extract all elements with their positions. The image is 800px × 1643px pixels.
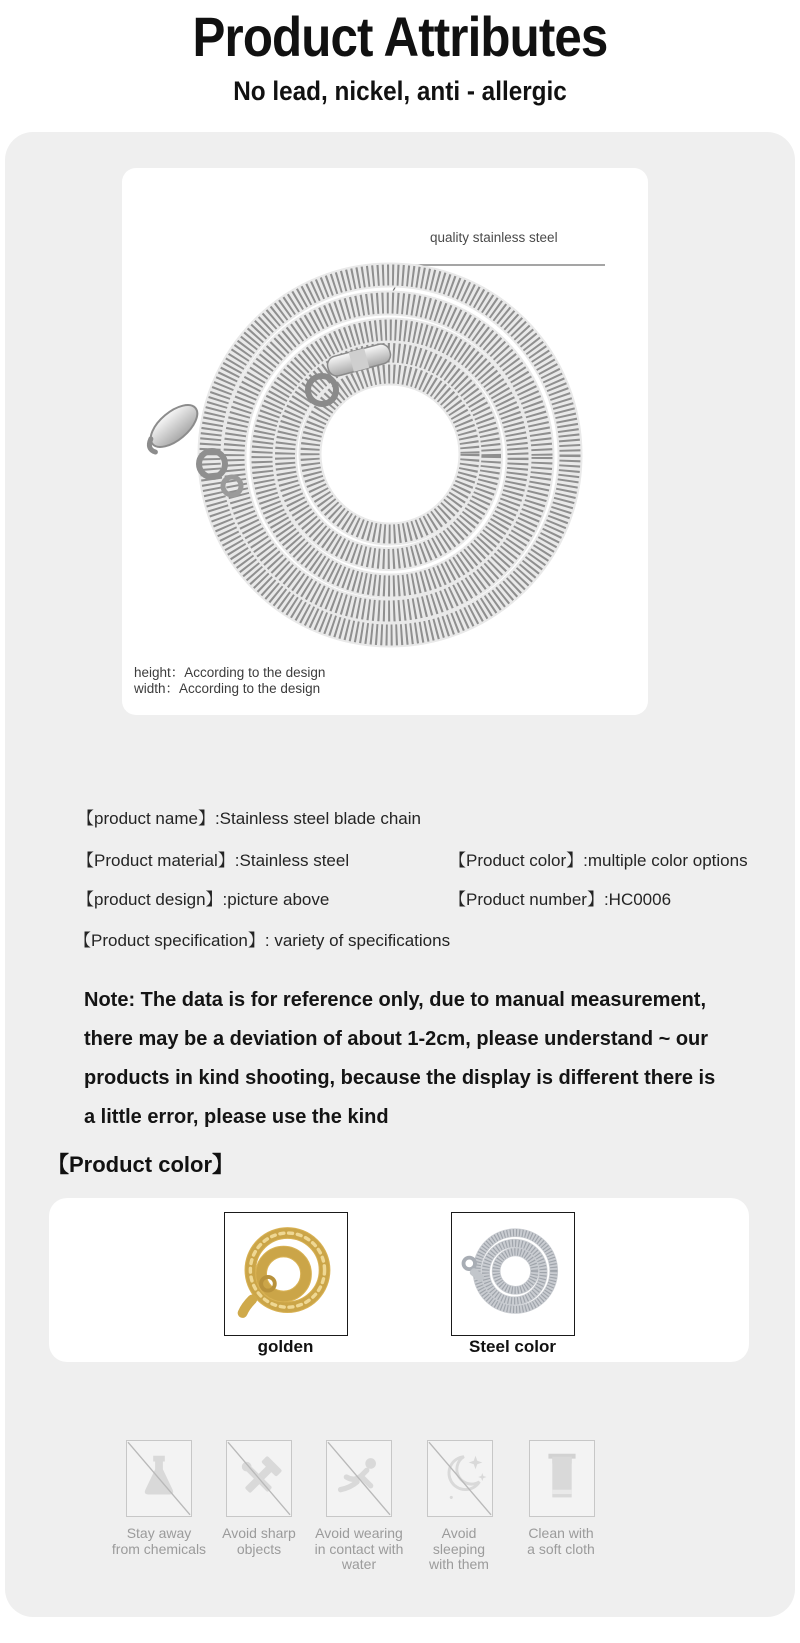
caption-line: with them (429, 1556, 489, 1572)
caption-line: in contact with (314, 1540, 404, 1557)
content-card (5, 132, 795, 1617)
caption-line: Avoid (441, 1525, 477, 1541)
detail-row-product-name (77, 804, 421, 829)
detail-label: 【Product specification】 (74, 931, 265, 950)
steel-chain-icon (452, 1213, 572, 1333)
note-line: a little error, please use the kind (84, 1106, 389, 1128)
detail-value: :picture above (222, 890, 330, 909)
annotation-label: quality stainless steel (430, 230, 558, 245)
product-color-card (49, 1198, 749, 1362)
detail-label: 【Product number】 (449, 890, 604, 909)
detail-row-product-specification (74, 926, 450, 951)
note-line: there may be a deviation of about 1-2cm, please understand ~ our (84, 1028, 709, 1050)
detail-row-product-design (77, 885, 329, 910)
care-box-soft-cloth (529, 1440, 595, 1517)
caption-line: a soft cloth (527, 1540, 595, 1557)
detail-value: :HC0006 (603, 890, 672, 909)
no-water-contact-icon (327, 1441, 391, 1516)
no-sleeping-icon (428, 1441, 492, 1516)
page-subtitle: No lead, nickel, anti - allergic (233, 76, 567, 106)
caption-line: Stay away (126, 1525, 192, 1541)
care-box-chemicals (126, 1440, 192, 1517)
golden-chain-icon (225, 1213, 347, 1335)
dimension-width-label: width：According to the design (134, 681, 321, 696)
product-chain-image (122, 168, 648, 715)
product-color-heading: 【Product color】 (47, 1152, 235, 1177)
note-text (84, 981, 715, 1137)
caption-line: Avoid wearing (315, 1525, 403, 1541)
detail-value: :Stainless steel (234, 851, 350, 870)
detail-value: :multiple color options (583, 851, 748, 870)
swatch-label-golden: golden (257, 1337, 314, 1356)
care-box-sharp-objects (226, 1440, 292, 1517)
caption-line: sleeping (432, 1540, 486, 1557)
detail-value: :Stainless steel blade chain (214, 809, 421, 828)
detail-row-product-material (77, 846, 349, 871)
caption-line: Clean with (528, 1525, 594, 1541)
detail-row-product-color (449, 846, 748, 871)
detail-label: 【Product material】 (77, 851, 235, 870)
swatch-steel (451, 1212, 575, 1336)
detail-label: 【product name】 (77, 809, 215, 828)
care-caption-soft-cloth (495, 1526, 627, 1557)
chain-coil (210, 275, 570, 635)
swatch-label-steel: Steel color (469, 1337, 556, 1356)
caption-line: Avoid sharp (222, 1525, 296, 1541)
caption-line: objects (236, 1540, 282, 1557)
note-line: products in kind shooting, because the display is different there is (84, 1067, 716, 1089)
caption-line: from chemicals (111, 1540, 207, 1557)
detail-label: 【product design】 (77, 890, 223, 909)
care-box-water-contact (326, 1440, 392, 1517)
care-box-sleeping (427, 1440, 493, 1517)
soft-cloth-icon (530, 1441, 594, 1516)
no-sharp-objects-icon (227, 1441, 291, 1516)
page-title: Product Attributes (192, 5, 608, 68)
detail-label: 【Product color】 (449, 851, 584, 870)
product-photo-panel (122, 168, 648, 715)
no-chemicals-icon (127, 1441, 191, 1516)
dimension-height-label: height：According to the design (134, 665, 326, 680)
detail-value: : variety of specifications (264, 931, 451, 950)
swatch-golden (224, 1212, 348, 1336)
note-line: Note: The data is for reference only, due to manual measurement, (84, 989, 707, 1011)
detail-row-product-number (449, 885, 671, 910)
caption-line: water (341, 1556, 377, 1572)
